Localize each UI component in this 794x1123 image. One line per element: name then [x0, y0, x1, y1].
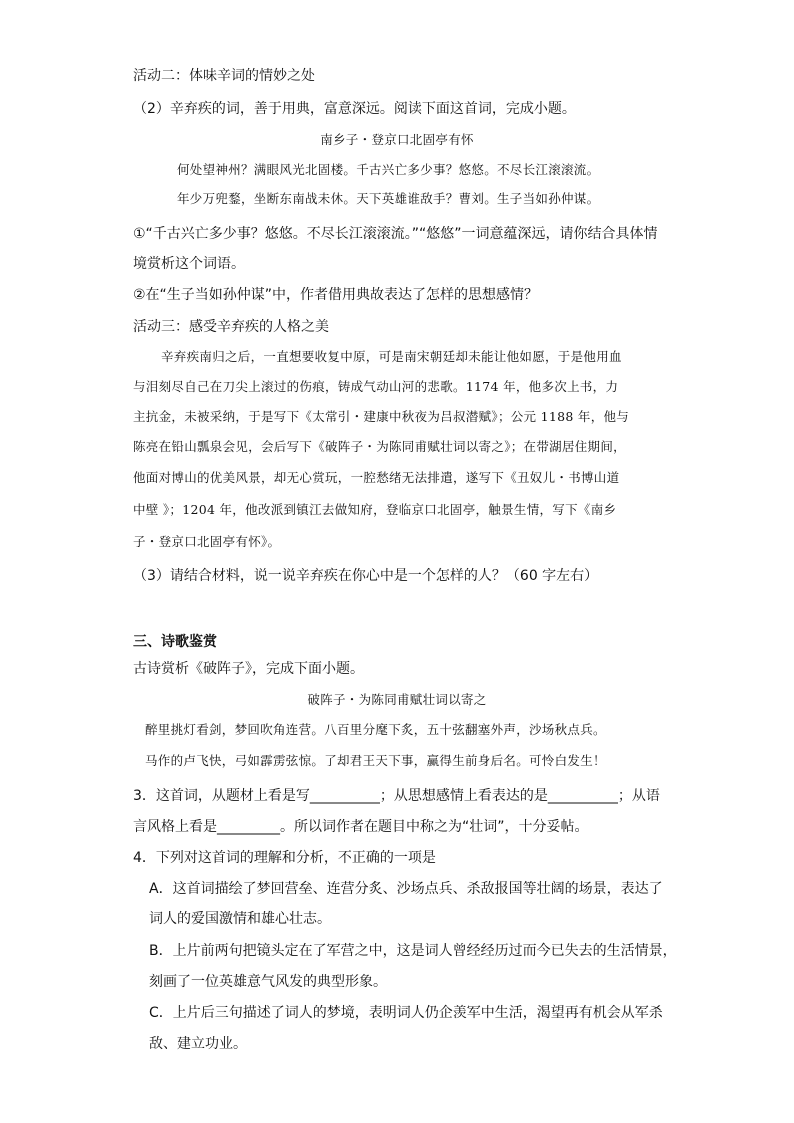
question-3-fill: 3．这首词，从题材上看是写__________；从思想感情上看表达的是__________；从语	[133, 788, 660, 804]
sub-question-1: ①“千古兴亡多少事？悠悠。不尽长江滚滚流。”“悠悠”一词意蕴深远，请你结合具体情	[133, 226, 658, 242]
question-2-intro: （2）辛弃疾的词，善于用典，富意深远。阅读下面这首词，完成小题。	[133, 101, 576, 117]
material-line: 中壁 》；1204 年，他改派到镇江去做知府，登临京口北固亭，触景生情，写下《南乡	[133, 502, 617, 517]
material-line: 陈亮在铅山瓢泉会见，会后写下《破阵子・为陈同甫赋壮词以寄之》；在带湖居住期间，	[133, 439, 626, 454]
material-line: 子・登京口北固亭有怀》。	[133, 534, 281, 549]
poem-line: 马作的卢飞快，弓如霹雳弦惊。了却君王天下事，赢得生前身后名。可怜白发生！	[145, 753, 606, 768]
poem-line: 何处望神州？满眼风光北固楼。千古兴亡多少事？悠悠。不尽长江滚滚流。	[177, 162, 600, 177]
section-intro: 古诗赏析《破阵子》，完成下面小题。	[133, 661, 364, 677]
option-b: B．上片前两句把镜头定在了军营之中，这是词人曾经经历过而今已失去的生活情景，	[149, 943, 677, 959]
option-b-cont: 刻画了一位英雄意气风发的典型形象。	[149, 974, 387, 990]
activity3-title: 活动三：感受辛弃疾的人格之美	[133, 319, 329, 335]
option-c: C．上片后三句描述了词人的梦境，表明词人仍企羡军中生活，渴望再有机会从军杀	[149, 1005, 663, 1021]
material-line: 主抗金，未被采纳，于是写下《太常引・建康中秋夜为吕叔潜赋》；公元 1188 年，他与	[133, 409, 630, 424]
option-a-cont: 词人的爱国激情和雄心壮志。	[149, 911, 331, 927]
poem-line: 醉里挑灯看剑，梦回吹角连营。八百里分麾下炙，五十弦翻塞外声，沙场秋点兵。	[145, 722, 606, 737]
question-3: （3）请结合材料，说一说辛弃疾在你心中是一个怎样的人？（60 字左右）	[133, 568, 599, 584]
material-line: 辛弃疾南归之后，一直想要收复中原，可是南宋朝廷却未能让他如愿，于是他用血	[161, 349, 622, 364]
material-line: 他面对博山的优美风景，却无心赏玩，一腔愁绪无法排遣，遂写下《丑奴儿・书博山道	[133, 470, 620, 485]
material-line: 与泪刻尽自己在刀尖上滚过的伤痕，铸成气动山河的悲歌。1174 年，他多次上书，力	[133, 379, 619, 394]
option-a: A．这首词描绘了梦回营垒、连营分炙、沙场点兵、杀敌报国等壮阔的场景，表达了	[149, 881, 663, 897]
activity2-title: 活动二：体味辛词的情妙之处	[133, 68, 315, 84]
poem-line: 年少万兜鍪，坐断东南战未休。天下英雄谁敌手？曹刘。生子当如孙仲谋。	[177, 191, 600, 206]
poem-title-nanxiangzi: 南乡子・登京口北固亭有怀	[320, 132, 474, 147]
question-4-stem: 4．下列对这首词的理解和分析，不正确的一项是	[133, 850, 436, 866]
poem-title-pozhenzi: 破阵子・为陈同甫赋壮词以寄之	[307, 692, 487, 707]
question-3-fill-cont: 言风格上看是_________。所以词作者在题目中称之为“壮词”，十分妥帖。	[133, 819, 589, 835]
option-c-cont: 敌、建立功业。	[149, 1036, 247, 1052]
section-heading: 三、诗歌鉴赏	[133, 634, 217, 650]
sub-question-1-cont: 境赏析这个词语。	[133, 256, 245, 272]
sub-question-2: ②在“生子当如孙仲谋”中，作者借用典故表达了怎样的思想感情？	[133, 287, 539, 303]
